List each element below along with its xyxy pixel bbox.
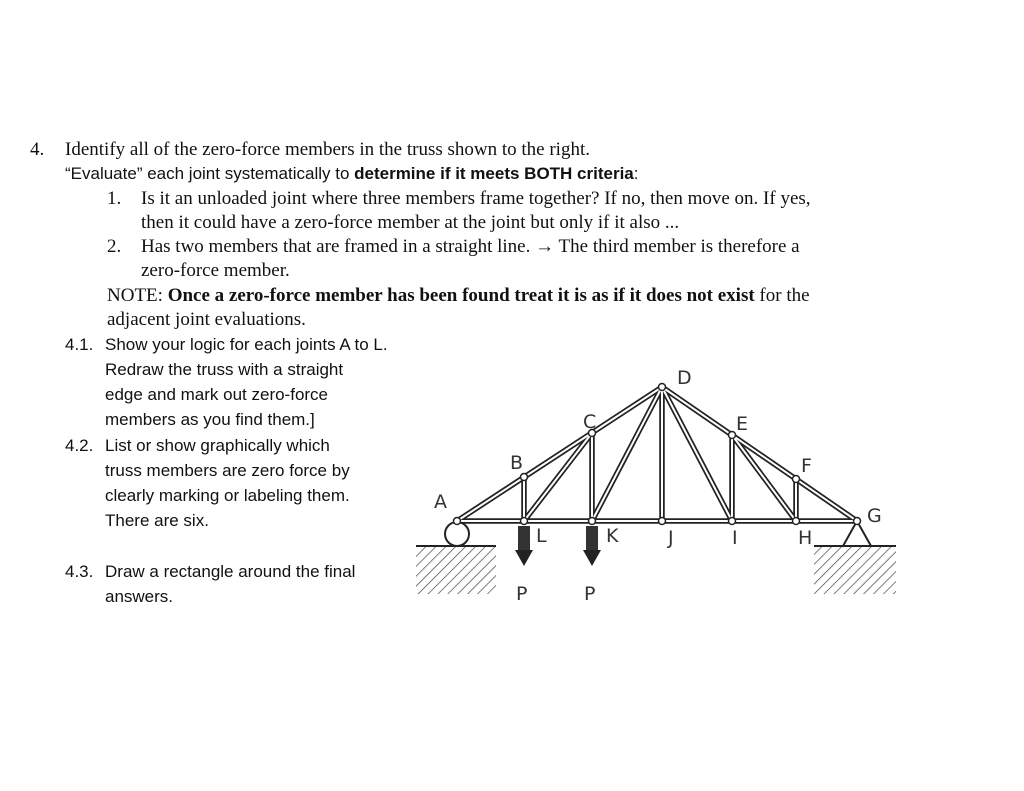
joint-label-e: E — [736, 413, 749, 435]
left-ground — [416, 546, 496, 594]
evaluate-post: : — [633, 164, 639, 183]
subpart-4-1-line: Show your logic for each joints A to L. — [105, 335, 388, 354]
subpart-4-2-line: List or show graphically which — [105, 436, 330, 455]
subpart-4-2-number: 4.2. — [65, 436, 94, 455]
evaluate-bold: determine if it meets BOTH criteria — [354, 164, 634, 183]
subpart-4-3-number: 4.3. — [65, 562, 94, 581]
joint-label-k: K — [606, 525, 619, 547]
note-post: for the — [754, 285, 810, 306]
joint-label-a: A — [434, 491, 447, 513]
note-bold: Once a zero-force member has been found treat it is as if it does not exist — [167, 285, 755, 306]
subpart-4-1-number: 4.1. — [65, 335, 94, 354]
note — [107, 284, 810, 308]
criterion-2-line1: Has two members that are framed in a straight line. → The third member is therefore a — [141, 236, 800, 257]
joint-label-c: C — [583, 411, 597, 433]
subpart-4-2-line: There are six. — [105, 511, 209, 530]
joint-label-i: I — [732, 527, 738, 549]
criterion-1-line2: then it could have a zero-force member at the joint but only if it also ... — [141, 212, 680, 233]
criterion-1-number: 1. — [107, 188, 122, 209]
joint-label-l: L — [536, 525, 547, 547]
load-arrow-k — [583, 526, 601, 566]
question-title: Identify all of the zero-force members in the truss shown to the right. — [65, 139, 590, 160]
subpart-4-3-line: answers. — [105, 587, 174, 606]
load-label: P — [516, 583, 528, 605]
joint-label-h: H — [798, 527, 813, 549]
criterion-2-number: 2. — [107, 236, 122, 257]
note-pre: NOTE: — [107, 285, 168, 306]
subpart-4-3-line: Draw a rectangle around the final — [105, 562, 356, 581]
subpart-4-1-line: members as you find them.] — [105, 410, 315, 429]
right-ground — [814, 546, 896, 594]
joint-label-j: J — [668, 527, 674, 549]
load-label: P — [584, 583, 596, 605]
criterion-2-line2: zero-force member. — [141, 260, 290, 281]
evaluate-pre: “Evaluate” each joint systematically to — [65, 164, 355, 183]
truss-diagram — [412, 362, 902, 610]
joint-label-f: F — [801, 455, 812, 477]
joint-label-g: G — [867, 505, 882, 527]
subpart-4-2-line: truss members are zero force by — [105, 461, 350, 480]
note-line2: adjacent joint evaluations. — [107, 309, 306, 330]
joint-label-d: D — [677, 367, 692, 389]
roller-support — [445, 522, 469, 546]
criterion-1-line1: Is it an unloaded joint where three members frame together? If no, then move on. If yes, — [141, 188, 811, 209]
subpart-4-1-line: edge and mark out zero-force — [105, 385, 329, 404]
subpart-4-2-line: clearly marking or labeling them. — [105, 486, 350, 505]
load-arrow-l — [515, 526, 533, 566]
evaluate-instruction — [65, 162, 639, 186]
question-number: 4. — [30, 139, 45, 160]
subpart-4-1-line: Redraw the truss with a straight — [105, 360, 344, 379]
joint-label-b: B — [510, 452, 524, 474]
